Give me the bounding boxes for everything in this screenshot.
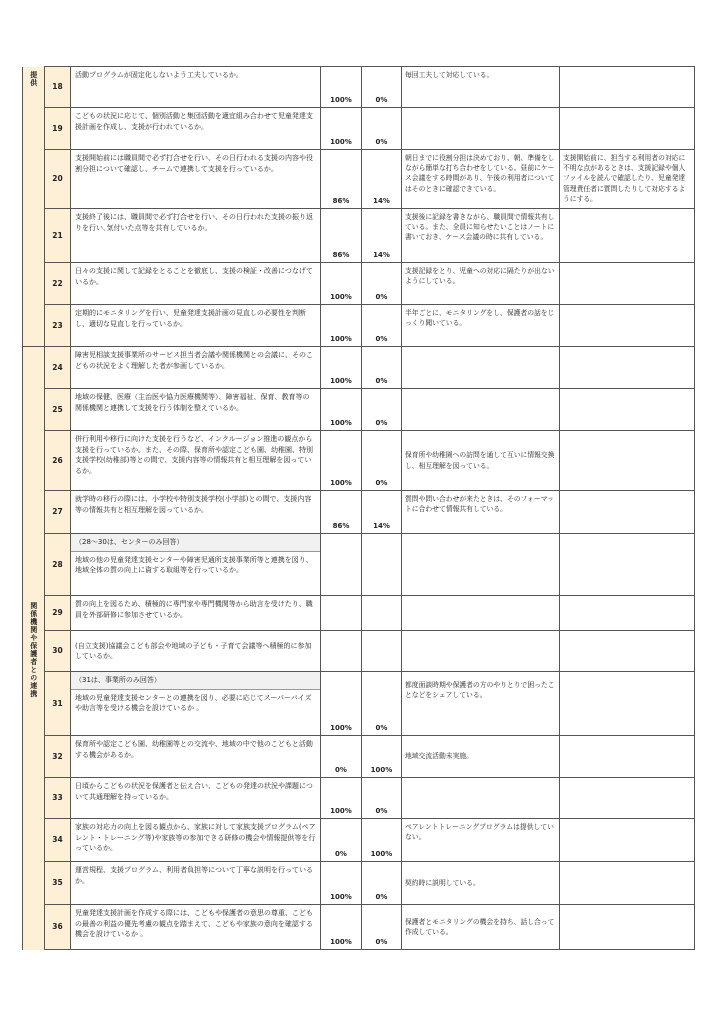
question-text: 児童発達支援計画を作成する際には、こどもや保護者の意思の尊重、こどもの最善の利益の優先考慮の観点を踏まえて、こどもや家族の意向を確認する機会を設けているか 。 (71, 905, 321, 950)
table-row (23, 491, 695, 534)
comment-text: 朝日までに役割分担は決めており、朝、準備をしながら簡単な打ち合わせをしている。昼前にケース会議をする時間があり、午後の利用者についてはそのときに確認できている。 (402, 150, 560, 209)
comment-text (402, 347, 560, 389)
comment-text: 質問や問い合わせが来たときは、そのフォーマットに合わせて情報共有している。 (402, 491, 560, 534)
question-text: 併行利用や移行に向けた支援を行うなど、インクルージョン推進の観点から支援を行っているか。また、その際、保育所や認定こども園、幼稚園、特別支援学校(幼稚部)等との間で、支援内容等の情報共有と相互理解を図っているか。 (71, 431, 321, 491)
question-cell (71, 534, 321, 596)
evaluation-table (22, 66, 695, 950)
yes-percent: 100% (321, 263, 362, 305)
improvement-text (560, 534, 695, 596)
item-number: 24 (45, 347, 71, 389)
improvement-text: 支援開始前に、担当する利用者の対応に不明な点があるときは、支援記録や個人ファイルを読んで確認したり、児童発達管理責任者に質問したりして対応するようにする。 (560, 150, 695, 209)
yes-percent: 100% (321, 905, 362, 950)
question-cell (71, 672, 321, 736)
improvement-text (560, 736, 695, 778)
table-row (23, 862, 695, 905)
item-number: 19 (45, 108, 71, 150)
item-number: 25 (45, 389, 71, 431)
question-text: 保育所や認定こども園、幼稚園等との交流や、地域の中で他のこどもと活動する機会があるか。 (71, 736, 321, 778)
item-number: 33 (45, 778, 71, 819)
comment-text: 半年ごとに、モニタリングをし、保護者の話をじっくり聞いている。 (402, 305, 560, 347)
yes-percent (321, 534, 362, 596)
table-row (23, 209, 695, 263)
item-number: 26 (45, 431, 71, 491)
question-text: (自立支援)協議会こども部会や地域の子ども・子育て会議等へ積極的に参加しているか。 (71, 631, 321, 672)
improvement-text (560, 305, 695, 347)
comment-text: 毎回工夫して対応している。 (402, 67, 560, 108)
table-row (23, 347, 695, 389)
evaluation-sheet (22, 66, 694, 950)
question-text: 質の向上を図るため、積極的に専門家や専門機関等から助言を受けたり、職員を外部研修に参加させているか。 (71, 596, 321, 631)
improvement-text (560, 905, 695, 950)
improvement-text (560, 67, 695, 108)
improvement-text (560, 209, 695, 263)
no-percent: 0% (362, 263, 402, 305)
yes-percent: 100% (321, 67, 362, 108)
table-row (23, 389, 695, 431)
yes-percent: 86% (321, 491, 362, 534)
table-row (23, 596, 695, 631)
yes-percent: 100% (321, 389, 362, 431)
table-row (23, 67, 695, 108)
no-percent (362, 631, 402, 672)
yes-percent: 100% (321, 347, 362, 389)
yes-percent: 100% (321, 862, 362, 905)
question-text: 日々の支援に関して記録をとることを徹底し、支援の検証・改善につなげているか。 (71, 263, 321, 305)
no-percent: 14% (362, 150, 402, 209)
comment-text (402, 108, 560, 150)
improvement-text (560, 108, 695, 150)
yes-percent (321, 631, 362, 672)
table-row (23, 534, 695, 596)
item-number: 22 (45, 263, 71, 305)
table-row (23, 631, 695, 672)
no-percent: 100% (362, 736, 402, 778)
comment-text: 都度面談時期や保護者の方のやりとりで困ったことなどをシェアしている。 (402, 672, 560, 736)
yes-percent: 100% (321, 672, 362, 736)
table-row (23, 305, 695, 347)
comment-text (402, 534, 560, 596)
no-percent: 0% (362, 431, 402, 491)
yes-percent: 0% (321, 819, 362, 862)
no-percent (362, 596, 402, 631)
improvement-text (560, 819, 695, 862)
question-text: 支援終了後には、職員間で必ず打合せを行い、その日行われた支援の振り返りを行い､気付いた点等を共有しているか。 (71, 209, 321, 263)
table-row (23, 263, 695, 305)
no-percent: 0% (362, 778, 402, 819)
section-label: 関係機関や保護者との連携 (29, 602, 38, 699)
improvement-text (560, 862, 695, 905)
no-percent: 0% (362, 305, 402, 347)
question-text: 活動プログラムが固定化しないよう工夫しているか。 (71, 67, 321, 108)
improvement-text (560, 491, 695, 534)
question-text: 地域の児童発達支援センターとの連携を図り、必要に応じてスーパーバイズや助言等を受ける機会を設けているか 。 (75, 693, 312, 712)
item-number: 36 (45, 905, 71, 950)
table-row (23, 672, 695, 736)
question-text: 家族の対応力の向上を図る観点から、家族に対して家族支援プログラム(ペアレント・トレーニング等)や家族等の参加できる研修の機会や情報提供等を行っているか。 (71, 819, 321, 862)
improvement-text (560, 778, 695, 819)
no-percent: 0% (362, 905, 402, 950)
question-text: 定期的にモニタリングを行い、児童発達支援計画の見直しの必要性を判断し、適切な見直しを行っているか。 (71, 305, 321, 347)
table-row (23, 108, 695, 150)
yes-percent: 100% (321, 431, 362, 491)
table-row (23, 778, 695, 819)
comment-text (402, 389, 560, 431)
improvement-text (560, 389, 695, 431)
comment-text (402, 778, 560, 819)
table-row (23, 431, 695, 491)
table-row (23, 819, 695, 862)
yes-percent: 86% (321, 150, 362, 209)
item-number: 29 (45, 596, 71, 631)
item-number: 20 (45, 150, 71, 209)
item-number: 32 (45, 736, 71, 778)
answer-scope-note: （28～30は、センターのみ回答） (71, 534, 320, 552)
no-percent: 0% (362, 389, 402, 431)
item-number: 34 (45, 819, 71, 862)
question-text: 日頃からこどもの状況を保護者と伝え合い、こどもの発達の状況や課題について共通理解を持っているか。 (71, 778, 321, 819)
no-percent (362, 534, 402, 596)
item-number: 31 (45, 672, 71, 736)
comment-text: ペアレントトレーニングプログラムは提供していない。 (402, 819, 560, 862)
table-row (23, 736, 695, 778)
yes-percent: 100% (321, 778, 362, 819)
question-text: 地域の保健、医療（主治医や協力医療機関等）、障害福祉、保育、教育等の関係機関と連携して支援を行う体制を整えているか。 (71, 389, 321, 431)
table-row (23, 905, 695, 950)
comment-text (402, 631, 560, 672)
section-label: 提供 (29, 70, 38, 87)
answer-scope-note: （31は、事業所のみ回答） (71, 672, 320, 690)
comment-text: 支援後に記録を書きながら、職員間で情報共有している。また、全員に知らせたいことはノートに書いておき、ケース会議の時に共有している。 (402, 209, 560, 263)
improvement-text (560, 263, 695, 305)
yes-percent: 100% (321, 305, 362, 347)
question-text: 運営規程、支援プログラム、利用者負担等について丁寧な説明を行っているか。 (71, 862, 321, 905)
item-number: 27 (45, 491, 71, 534)
no-percent: 0% (362, 67, 402, 108)
comment-text: 地域交流活動未実施。 (402, 736, 560, 778)
no-percent: 14% (362, 209, 402, 263)
section-label-cell (23, 347, 45, 950)
improvement-text (560, 596, 695, 631)
no-percent: 14% (362, 491, 402, 534)
question-text: 障害児相談支援事業所のサービス担当者会議や関係機関との会議に、そのこどもの状況をよく理解した者が参画しているか。 (71, 347, 321, 389)
no-percent: 0% (362, 108, 402, 150)
item-number: 28 (45, 534, 71, 596)
improvement-text (560, 631, 695, 672)
comment-text: 支援記録をとり、児童への対応に隔たりが出ないようにしている。 (402, 263, 560, 305)
question-text: 就学時の移行の際には、小学校や特別支援学校(小学部)との間で、支援内容等の情報共有と相互理解を図っているか。 (71, 491, 321, 534)
no-percent: 0% (362, 862, 402, 905)
item-number: 18 (45, 67, 71, 108)
no-percent: 0% (362, 672, 402, 736)
section-label-cell (23, 67, 45, 347)
comment-text (402, 596, 560, 631)
comment-text: 保護者とモニタリングの機会を持ち、話し合って作成している。 (402, 905, 560, 950)
comment-text: 保育所や幼稚園への訪問を通して互いに情報交換し、相互理解を図っている。 (402, 431, 560, 491)
item-number: 23 (45, 305, 71, 347)
table-row (23, 150, 695, 209)
yes-percent: 86% (321, 209, 362, 263)
improvement-text (560, 431, 695, 491)
question-text: 支援開始前には職員間で必ず打合せを行い、その日行われる支援の内容や役割分担について確認し、チームで連携して支援を行っているか。 (71, 150, 321, 209)
question-text: 地域の他の児童発達支援センターや障害児通所支援事業所等と連携を図り、地域全体の質の向上に資する取組等を行っているか。 (75, 555, 313, 574)
item-number: 30 (45, 631, 71, 672)
item-number: 35 (45, 862, 71, 905)
yes-percent (321, 596, 362, 631)
improvement-text (560, 347, 695, 389)
comment-text: 契約時に説明している。 (402, 862, 560, 905)
no-percent: 100% (362, 819, 402, 862)
improvement-text (560, 672, 695, 736)
no-percent: 0% (362, 347, 402, 389)
question-text: こどもの状況に応じて、個別活動と集団活動を適宜組み合わせて児童発達支援計画を作成し、支援が行われているか。 (71, 108, 321, 150)
yes-percent: 0% (321, 736, 362, 778)
item-number: 21 (45, 209, 71, 263)
yes-percent: 100% (321, 108, 362, 150)
